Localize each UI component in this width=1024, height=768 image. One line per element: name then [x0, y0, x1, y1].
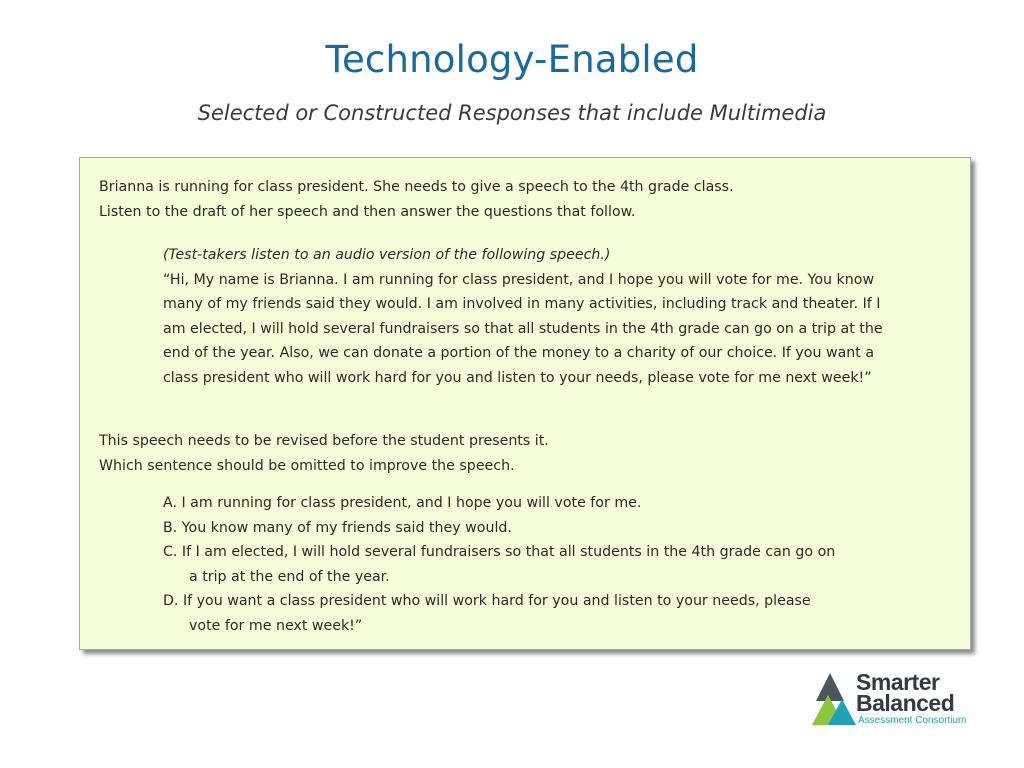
speech-line: am elected, I will hold several fundraisers so that all students in the 4th grade can go on a trip at the: [163, 320, 883, 337]
slide-subtitle: Selected or Constructed Responses that include Multimedia: [197, 101, 827, 125]
logo-triangles-icon: [812, 671, 858, 727]
option-c[interactable]: C. If I am elected, I will hold several fundraisers so that all students in the 4th grade can go on: [163, 544, 836, 560]
option-b[interactable]: B. You know many of my friends said they would.: [163, 519, 512, 536]
intro-line: Brianna is running for class president. She needs to give a speech to the 4th grade class.: [99, 179, 734, 195]
question-line: This speech needs to be revised before the student presents it.: [99, 433, 549, 449]
question-line: Which sentence should be omitted to improve the speech.: [99, 457, 515, 474]
intro-line: Listen to the draft of her speech and then answer the questions that follow.: [99, 203, 636, 220]
intro-text: [99, 175, 734, 224]
logo-tagline: Assessment Consortium: [858, 715, 967, 726]
option-d-continuation[interactable]: vote for me next week!”: [189, 617, 363, 634]
speech-line: “Hi, My name is Brianna. I am running for class president, and I hope you will vote for me. You know: [163, 271, 875, 288]
slide-title: Technology-Enabled: [325, 38, 699, 81]
speech-line: end of the year. Also, we can donate a portion of the money to a charity of our choice. If you want a: [163, 345, 875, 361]
option-a[interactable]: A. I am running for class president, and I hope you will vote for me.: [163, 495, 642, 511]
option-c-continuation[interactable]: a trip at the end of the year.: [189, 568, 390, 585]
question-text: [99, 429, 549, 478]
speech-block: [163, 243, 883, 390]
logo-word-smarter: Smarter: [856, 669, 940, 695]
logo-word-balanced: Balanced: [856, 690, 955, 716]
speech-line: many of my friends said they would. I am involved in many activities, including track and theater. If I: [163, 296, 881, 312]
speech-line: class president who will work hard for you and listen to your needs, please vote for me next week!”: [163, 369, 872, 386]
item-panel: [79, 157, 971, 650]
speech-note: (Test-takers listen to an audio version of the following speech.): [163, 247, 611, 263]
answer-options: [163, 491, 835, 638]
logo-dark-triangle: [816, 673, 844, 701]
option-d[interactable]: D. If you want a class president who will work hard for you and listen to your needs, please: [163, 593, 811, 609]
smarter-balanced-logo: [812, 671, 984, 729]
